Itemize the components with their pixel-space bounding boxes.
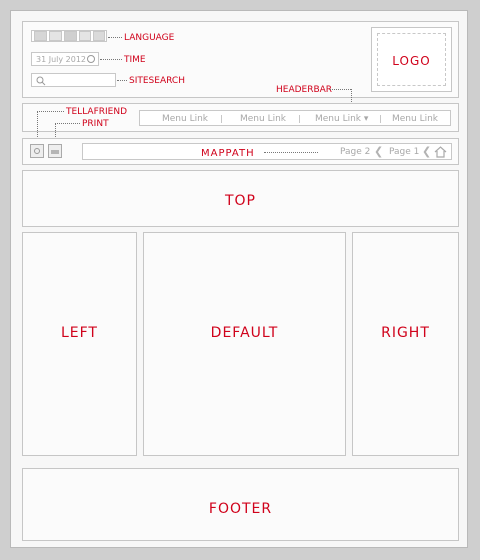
home-icon[interactable] (434, 146, 447, 158)
tellafriend-leader (37, 111, 64, 112)
menu-link[interactable]: Menu Link ▾ (315, 114, 369, 124)
mappath-leader (264, 152, 318, 153)
footer-label: FOOTER (208, 501, 273, 517)
pager-page2[interactable]: Page 2 (340, 147, 371, 157)
search-input[interactable] (31, 73, 116, 87)
default-label: DEFAULT (210, 325, 279, 341)
language-leader (108, 37, 122, 38)
menu-separator (299, 115, 300, 123)
language-label: LANGUAGE (124, 33, 175, 43)
print-icon[interactable] (48, 144, 62, 158)
menu-link[interactable]: Menu Link (162, 114, 209, 124)
language-selector[interactable] (31, 30, 107, 42)
left-label: LEFT (60, 325, 98, 341)
top-box (22, 170, 459, 227)
menu-separator (221, 115, 222, 123)
default-box (143, 232, 346, 456)
left-box (22, 232, 137, 456)
sitesearch-label: SITESEARCH (129, 76, 185, 86)
headerbar-label: HEADERBAR (276, 85, 333, 95)
menu-bar (139, 110, 451, 126)
flag-icon[interactable] (64, 31, 77, 41)
top-label: TOP (224, 193, 256, 209)
pager-page1[interactable]: Page 1 (389, 147, 420, 157)
right-box (352, 232, 459, 456)
sitesearch-leader (117, 80, 127, 81)
time-leader (100, 59, 122, 60)
flag-icon[interactable] (34, 31, 47, 41)
flag-icon[interactable] (93, 31, 105, 41)
mappath-bar (82, 143, 452, 160)
menu-separator (380, 115, 381, 123)
clock-icon (87, 55, 95, 63)
menu-link[interactable]: Menu Link (240, 114, 287, 124)
search-icon (36, 76, 46, 86)
tellafriend-icon[interactable] (30, 144, 44, 158)
chevron-left-icon[interactable]: ❮ (374, 145, 384, 158)
print-leader (55, 123, 80, 124)
date-text: 31 July 2012 (36, 55, 87, 64)
chevron-left-icon[interactable]: ❮ (422, 145, 432, 158)
flag-icon[interactable] (79, 31, 91, 41)
footer-box (22, 468, 459, 541)
time-label: TIME (124, 55, 146, 65)
headerbar-leader (330, 89, 351, 90)
time-field (31, 52, 99, 66)
print-icon-inner (51, 150, 59, 154)
tellafriend-label: TELLAFRIEND (66, 107, 128, 117)
mappath-label: MAPPATH (201, 148, 255, 159)
print-label: PRINT (82, 119, 109, 129)
headerbar-leader-down (351, 89, 352, 104)
logo-label: LOGO (392, 54, 431, 68)
right-label: RIGHT (381, 325, 430, 341)
tellafriend-icon-inner (34, 148, 40, 154)
flag-icon[interactable] (49, 31, 62, 41)
logo-box[interactable] (371, 27, 452, 92)
menu-link[interactable]: Menu Link (392, 114, 439, 124)
